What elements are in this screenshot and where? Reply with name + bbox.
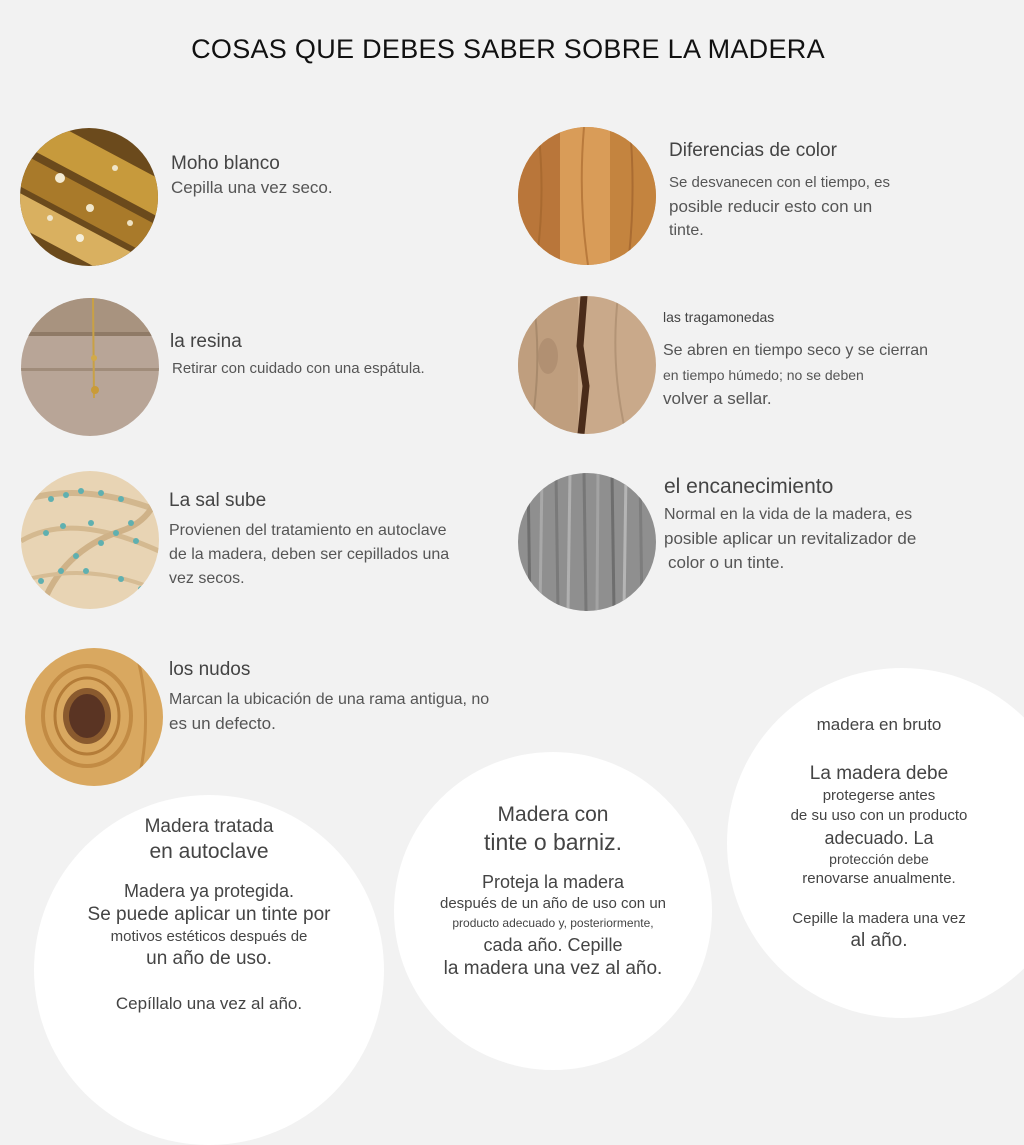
bubble-body-line: renovarse anualmente.	[802, 870, 956, 887]
item-salt-rise	[169, 489, 449, 591]
item-heading: Moho blanco	[171, 153, 280, 174]
bubble-footer-line: al año.	[850, 930, 908, 951]
item-heading: La sal sube	[169, 490, 267, 511]
item-description-line: en tiempo húmedo; no se deben	[663, 367, 864, 383]
item-description-line: posible aplicar un revitalizador de	[664, 529, 917, 548]
item-cracks	[663, 305, 928, 411]
greying-wood-photo	[518, 473, 656, 611]
item-heading: la resina	[170, 331, 242, 352]
color-difference-wood-photo	[518, 127, 656, 265]
item-knots	[169, 658, 489, 736]
bubble-body-line: después de un año de uso con un	[439, 895, 667, 912]
stained-wood-bubble	[394, 752, 712, 1070]
item-heading: los nudos	[169, 659, 251, 680]
item-heading: el encanecimiento	[664, 475, 834, 498]
bubble-title-line: Madera tratada	[144, 816, 274, 837]
bubble-body-line: Se puede aplicar un tinte por	[87, 904, 331, 925]
item-description-line: Normal en la vida de la madera, es	[664, 506, 913, 523]
bubble-body-line: la madera una vez al año.	[443, 958, 663, 979]
item-description-line: es un defecto.	[169, 714, 276, 733]
bubble-body-line: producto adecuado y, posteriormente,	[452, 916, 654, 930]
page-title: COSAS QUE DEBES SABER SOBRE LA MADERA	[191, 34, 825, 64]
item-description-line: vez secos.	[169, 570, 245, 587]
item-description-line: Se abren en tiempo seco y se cierran	[663, 342, 929, 359]
bubble-subtitle: madera en bruto	[816, 715, 942, 734]
bubble-body-line: de su uso con un producto	[790, 807, 968, 824]
bubble-title-line: tinte o barniz.	[483, 829, 623, 855]
salt-rise-wood-photo	[21, 471, 159, 609]
item-description-line: Marcan la ubicación de una rama antigua, no	[169, 691, 490, 708]
item-description-line: Provienen del tratamiento en autoclave	[169, 522, 447, 539]
resin-wood-photo	[21, 298, 159, 436]
bubble-body-line: adecuado. La	[824, 828, 934, 848]
bubble-body-line: La madera debe	[809, 763, 949, 784]
item-heading: las tragamonedas	[663, 309, 775, 325]
item-description-line: color o un tinte.	[668, 553, 785, 572]
wood-knot-photo	[25, 648, 163, 786]
item-color-difference	[669, 139, 890, 243]
item-description-line: de la madera, deben ser cepillados una	[169, 546, 450, 563]
item-description: Cepilla una vez seco.	[171, 178, 333, 197]
bubble-body-line: protección debe	[829, 851, 929, 867]
bubble-body-line: protegerse antes	[822, 787, 936, 804]
bubble-body-line: motivos estéticos después de	[110, 928, 308, 945]
bubble-title-line: en autoclave	[149, 840, 269, 863]
bubble-body-line: cada año. Cepille	[483, 935, 623, 955]
bubble-title-line: Madera con	[497, 803, 609, 826]
wood-crack-photo	[518, 296, 656, 434]
bubble-body-line: Madera ya protegida.	[123, 881, 295, 901]
item-description: Retirar con cuidado con una espátula.	[172, 360, 425, 377]
bubble-body-line: Proteja la madera	[481, 872, 625, 892]
autoclave-wood-bubble	[34, 795, 384, 1145]
raw-wood-bubble	[727, 668, 1024, 1018]
item-heading: Diferencias de color	[669, 140, 837, 161]
item-description-line: Se desvanecen con el tiempo, es	[669, 174, 890, 191]
item-description-line: volver a sellar.	[663, 389, 772, 408]
white-mold-wood-photo	[20, 128, 158, 266]
item-resin	[170, 330, 425, 380]
item-white-mold	[171, 152, 333, 200]
bubble-body-line: un año de uso.	[146, 948, 272, 969]
item-description-line: posible reducir esto con un	[669, 197, 873, 216]
bubble-footer-line: Cepille la madera una vez	[792, 910, 966, 927]
item-greying	[664, 475, 916, 575]
item-description-line: tinte.	[669, 222, 704, 239]
bubble-footer: Cepíllalo una vez al año.	[115, 994, 303, 1013]
